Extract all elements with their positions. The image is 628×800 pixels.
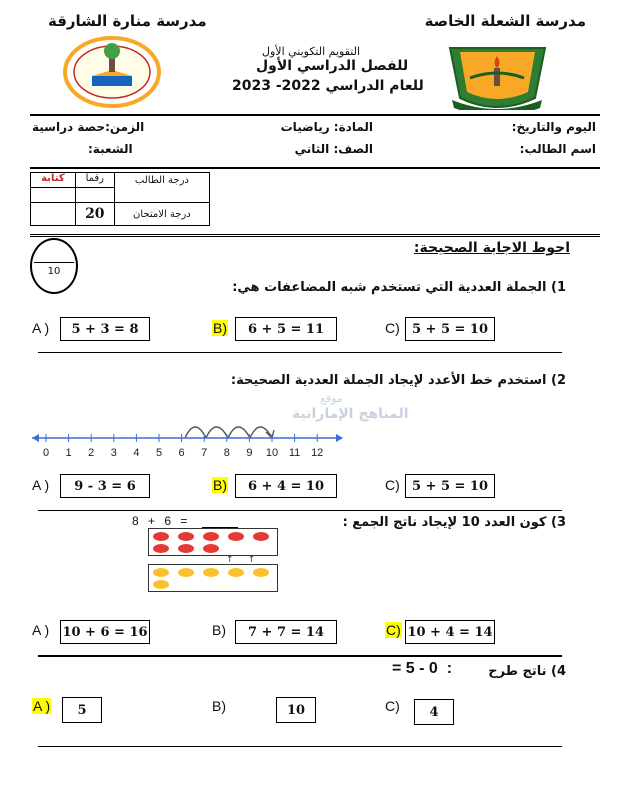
number-line-label: 5 bbox=[155, 447, 163, 459]
red-counter bbox=[153, 544, 169, 553]
school-name-right: مدرسة الشعلة الخاصة bbox=[424, 12, 586, 30]
q4-option-a-box[interactable]: 5 bbox=[62, 697, 102, 723]
instructions: احوط الاجابة الصحيحة: bbox=[413, 240, 570, 256]
red-counter bbox=[153, 532, 169, 541]
red-counter bbox=[178, 544, 194, 553]
q1-option-c-box[interactable]: 5 + 5 = 10 bbox=[405, 317, 495, 341]
grade-exam-total: 20 bbox=[75, 203, 114, 226]
number-line-label: 0 bbox=[42, 447, 50, 459]
ten-frame-arrows: ↑ ↑ bbox=[226, 555, 256, 565]
school-name-left: مدرسة منارة الشارقة bbox=[48, 12, 207, 30]
q3-option-b-label: B) bbox=[212, 622, 226, 638]
yellow-counter bbox=[153, 568, 169, 577]
grade-level-label: الصف: الثاني bbox=[294, 142, 373, 156]
q2-option-b-box[interactable]: 6 + 4 = 10 bbox=[235, 474, 337, 498]
q2-option-b-label: B) bbox=[213, 477, 227, 493]
score-circle-divider bbox=[34, 262, 74, 263]
ten-frame-top bbox=[148, 528, 278, 556]
q2-option-c-label: C) bbox=[385, 477, 400, 493]
number-line-label: 12 bbox=[311, 447, 324, 459]
grade-table bbox=[30, 172, 210, 226]
q1-divider bbox=[38, 352, 562, 353]
eval-title: التقويم التكويني الأول bbox=[262, 45, 361, 58]
question-1-text: 1) الجملة العددية التي تستخدم شبه المضاعفات هي: bbox=[232, 280, 566, 295]
score-circle bbox=[30, 238, 78, 294]
grade-student-digits bbox=[75, 188, 114, 203]
q1-option-c-label: C) bbox=[385, 320, 400, 336]
header-divider bbox=[30, 114, 600, 116]
year-title: للعام الدراسي 2022- 2023 bbox=[232, 78, 424, 94]
yellow-counter bbox=[178, 568, 194, 577]
red-counter bbox=[228, 532, 244, 541]
ten-frame-bottom bbox=[148, 564, 278, 592]
number-line-label: 6 bbox=[178, 447, 185, 459]
student-name-label: اسم الطالب: bbox=[519, 142, 596, 156]
red-counter bbox=[203, 532, 219, 541]
info-divider bbox=[30, 167, 600, 169]
score-total: 10 bbox=[47, 266, 61, 277]
grade-student-words bbox=[31, 188, 76, 203]
number-line-label: 8 bbox=[223, 447, 230, 459]
q4-option-b-box[interactable]: 10 bbox=[276, 697, 316, 723]
q4-option-a-label: A ) bbox=[33, 698, 51, 714]
q3-option-c-box[interactable]: 10 + 4 = 14 bbox=[405, 620, 495, 644]
question-4-text: 4) ناتج طرح bbox=[488, 664, 566, 679]
number-line-label: 4 bbox=[133, 447, 140, 459]
number-line-label: 1 bbox=[65, 447, 72, 459]
number-line-label: 9 bbox=[246, 447, 253, 459]
grade-student-label: درجة الطالب bbox=[114, 173, 209, 188]
yellow-counter bbox=[153, 580, 169, 589]
semester-title: للفصل الدراسي الأول bbox=[256, 58, 409, 74]
q2-divider bbox=[38, 510, 562, 511]
yellow-counter bbox=[228, 568, 244, 577]
watermark-line1: موقع bbox=[320, 392, 343, 405]
question-2-text: 2) استخدم خط الأعدد لإيجاد الجملة العددية الصحيحة: bbox=[230, 373, 566, 388]
grade-header-words: كتابة bbox=[31, 173, 76, 188]
grade-student-cell bbox=[114, 188, 209, 203]
watermark-line2: المناهج الإماراتية bbox=[292, 406, 409, 422]
q2-option-a-box[interactable]: 9 - 3 = 6 bbox=[60, 474, 150, 498]
yellow-counter bbox=[203, 568, 219, 577]
grade-exam-words bbox=[31, 203, 76, 226]
q1-option-a-label: A ) bbox=[32, 320, 50, 336]
q3-option-b-box[interactable]: 7 + 7 = 14 bbox=[235, 620, 337, 644]
ten-frame-caption: 8 + 6 = bbox=[132, 514, 191, 528]
grade-header-digits: رقما bbox=[75, 173, 114, 188]
question-4-expression: = 5 - 0 : bbox=[392, 660, 453, 677]
q3-divider bbox=[38, 655, 562, 657]
q3-option-a-box[interactable]: 10 + 6 = 16 bbox=[60, 620, 150, 644]
q4-option-c-label: C) bbox=[385, 698, 400, 714]
time-label: الزمن:حصة دراسية bbox=[32, 120, 145, 134]
q1-option-a-box[interactable]: 5 + 3 = 8 bbox=[60, 317, 150, 341]
number-line-label: 2 bbox=[88, 447, 95, 459]
q4-divider bbox=[38, 746, 562, 747]
q2-option-a-label: A ) bbox=[32, 477, 50, 493]
red-counter bbox=[203, 544, 219, 553]
number-line bbox=[30, 400, 345, 460]
q1-option-b-box[interactable]: 6 + 5 = 11 bbox=[235, 317, 337, 341]
ten-frame-figure bbox=[148, 528, 278, 590]
school-logo-left bbox=[62, 36, 162, 108]
section-label: الشعبة: bbox=[88, 142, 133, 156]
table-divider bbox=[30, 234, 600, 237]
number-line-label: 7 bbox=[201, 447, 208, 459]
grade-exam-label: درجة الامتحان bbox=[114, 203, 209, 226]
q2-option-c-box[interactable]: 5 + 5 = 10 bbox=[405, 474, 495, 498]
number-line-label: 11 bbox=[288, 447, 301, 459]
question-3-text: 3) كون العدد 10 لإيجاد ناتج الجمع : bbox=[342, 515, 566, 530]
school-emblem-right bbox=[440, 38, 555, 110]
q4-option-c-box[interactable]: 4 bbox=[414, 699, 454, 725]
subject-label: المادة: رياضيات bbox=[280, 120, 373, 134]
red-counter bbox=[253, 532, 269, 541]
red-counter bbox=[178, 532, 194, 541]
day-date-label: اليوم والتاريخ: bbox=[511, 120, 596, 134]
q1-option-b-label: B) bbox=[213, 320, 227, 336]
q4-option-b-label: B) bbox=[212, 698, 226, 714]
yellow-counter bbox=[253, 568, 269, 577]
q3-option-a-label: A ) bbox=[32, 622, 50, 638]
number-line-label: 3 bbox=[110, 447, 117, 459]
q3-option-c-label: C) bbox=[386, 622, 401, 638]
number-line-label: 10 bbox=[265, 447, 279, 459]
